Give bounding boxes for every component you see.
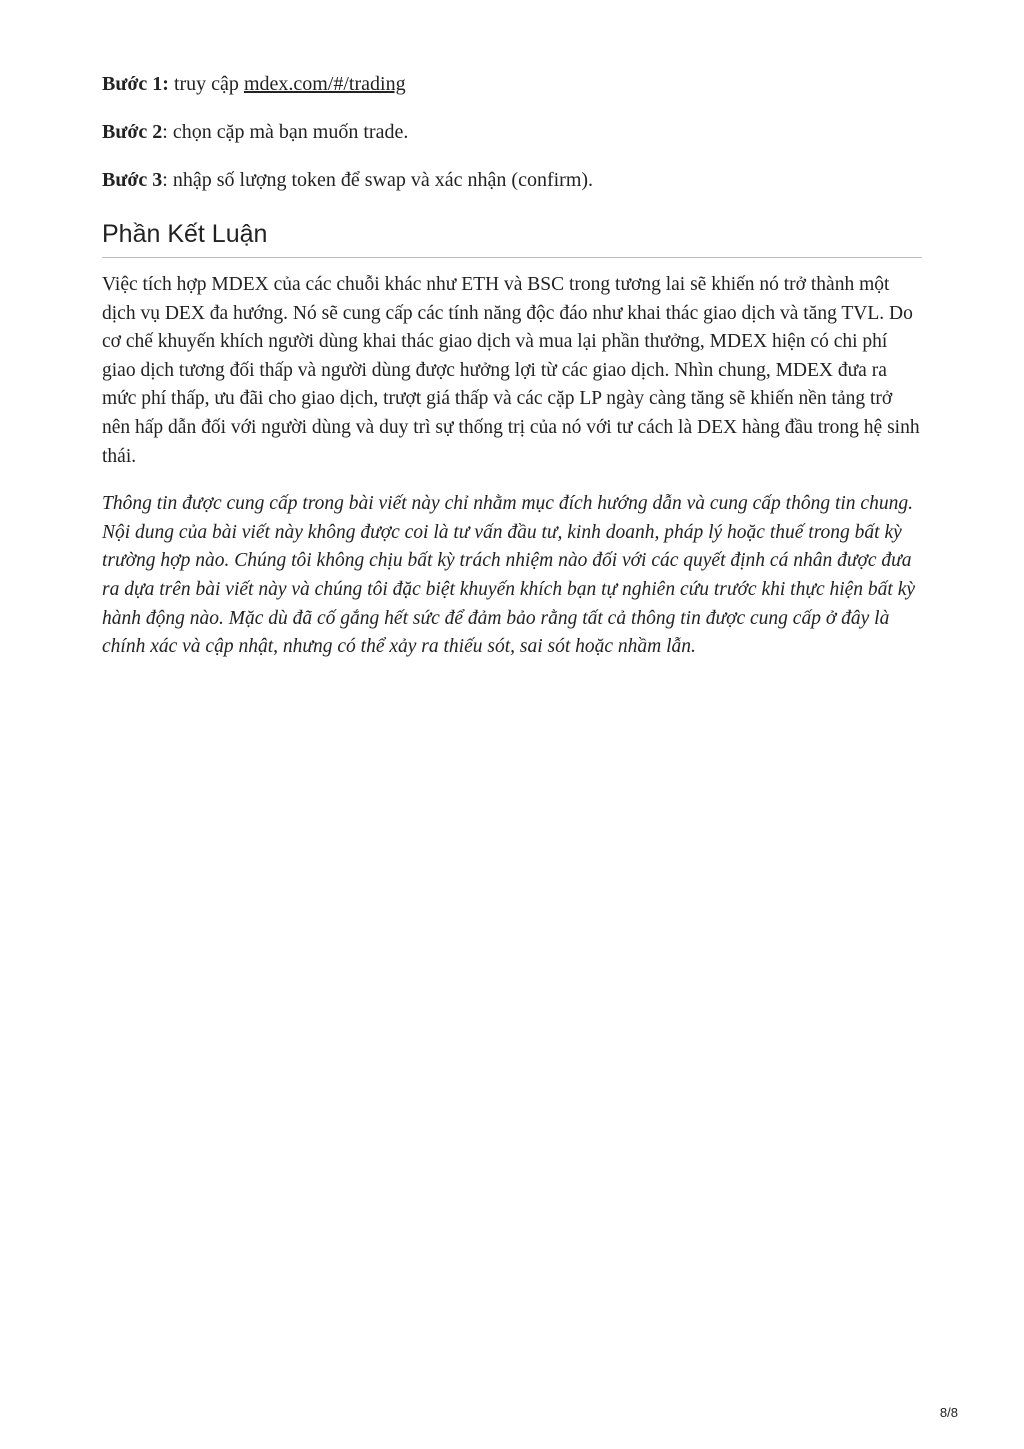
trading-link[interactable]: mdex.com/#/trading: [243, 73, 406, 95]
step-3-label: Bước 3: [102, 169, 163, 191]
step-1-text: truy cập: [168, 73, 244, 95]
conclusion-paragraph: Việc tích hợp MDEX của các chuỗi khác như ETH và BSC trong tương lai sẽ khiến nó trở thành một dịch vụ DEX đa hướng. Nó sẽ cung cấp các tính năng độc đáo như khai thác giao dịch và tăng TVL. Do cơ chế khuyến khích người dùng khai thác giao dịch và mua lại phần thưởng, MDEX hiện có chi phí giao dịch tương đối thấp và người dùng được hưởng lợi từ các giao dịch. Nhìn chung, MDEX đưa ra mức phí thấp, ưu đãi cho giao dịch, trượt giá thấp và các cặp LP ngày càng tăng sẽ khiến nền tảng trở nên hấp dẫn đối với người dùng và duy trì sự thống trị của nó với tư cách là DEX hàng đầu trong hệ sinh thái.: [102, 274, 920, 467]
step-3-text: : nhập số lượng token để swap và xác nhận (confirm).: [162, 169, 594, 191]
disclaimer-paragraph: Thông tin được cung cấp trong bài viết này chỉ nhằm mục đích hướng dẫn và cung cấp thông tin chung. Nội dung của bài viết này không được coi là tư vấn đầu tư, kinh doanh, pháp lý hoặc thuế trong bất kỳ trường hợp nào. Chúng tôi không chịu bất kỳ trách nhiệm nào đối với các quyết định cá nhân được đưa ra dựa trên bài viết này và chúng tôi đặc biệt khuyến khích bạn tự nghiên cứu trước khi thực hiện bất kỳ hành động nào. Mặc dù đã cố gắng hết sức để đảm bảo rằng tất cả thông tin được cung cấp ở đây là chính xác và cập nhật, nhưng có thể xảy ra thiếu sót, sai sót hoặc nhầm lẫn.: [102, 493, 916, 658]
step-3: [102, 166, 922, 194]
section-heading: Phần Kết Luận: [102, 220, 922, 258]
step-2-text: : chọn cặp mà bạn muốn trade.: [162, 121, 409, 143]
step-1-label: Bước 1:: [102, 73, 169, 95]
page-number: 8/8: [939, 1405, 958, 1420]
document-content: [102, 70, 922, 662]
step-2-label: Bước 2: [102, 121, 163, 143]
step-1: [102, 70, 922, 98]
step-2: [102, 118, 922, 146]
